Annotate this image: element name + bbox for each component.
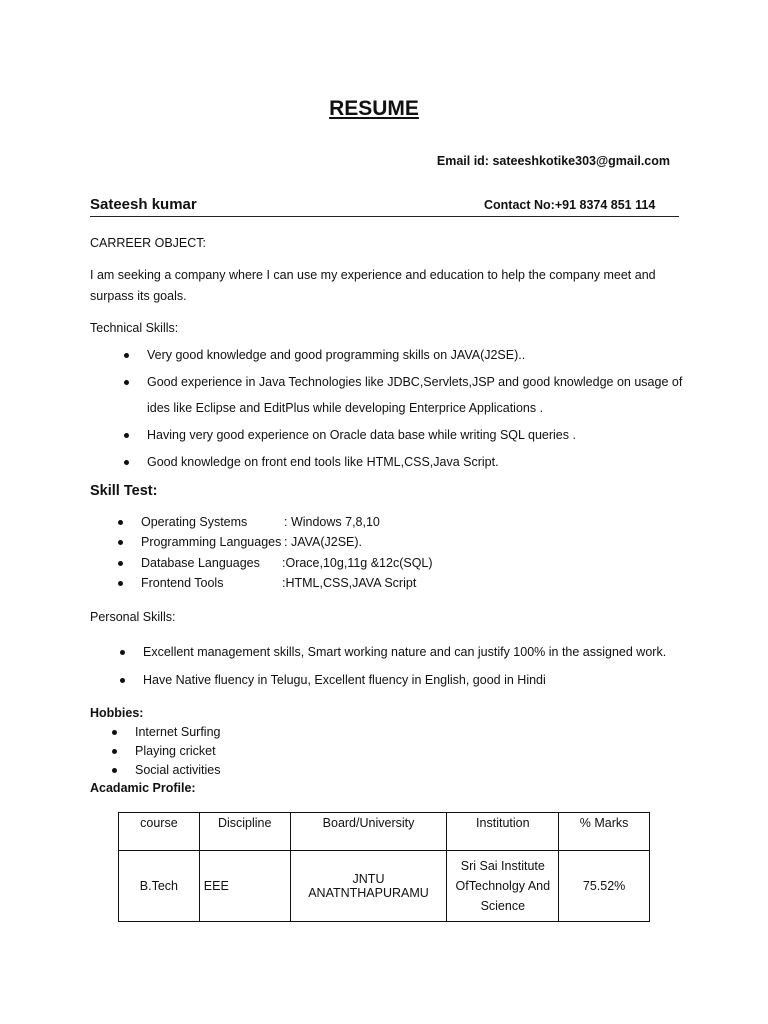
hobby-item: Social activities [135,763,221,777]
cell-institution-line: Science [480,899,526,913]
cell-institution-line: Sri Sai Institute [460,859,545,873]
academic-heading: Acadamic Profile: [90,781,196,795]
cell-board-line: ANATNTHAPURAMU [308,886,429,900]
column-header-institution: Institution [447,813,559,851]
hobby-item: Internet Surfing [135,725,221,739]
technical-item: Having very good experience on Oracle data base while writing SQL queries . [147,428,576,442]
technical-item-continuation: ides like Eclipse and EditPlus while developing Enterprice Applications . [147,401,544,415]
skill-value: : JAVA(J2SE). [284,535,363,549]
table-header-row [119,813,650,851]
skill-label: Frontend Tools [141,576,224,590]
personal-item: Have Native fluency in Telugu, Excellent fluency in English, good in Hindi [143,673,546,687]
skill-label: Operating Systems [141,515,248,529]
cell-board-line: JNTU [352,872,385,886]
table-row [119,851,650,922]
personal-item: Excellent management skills, Smart working nature and can justify 100% in the assigned work. [143,645,667,659]
contact-number: Contact No:+91 8374 851 114 [484,198,656,212]
personal-heading: Personal Skills: [90,610,176,624]
document-title: RESUME [329,97,419,120]
bullet-icon [112,768,117,773]
column-header-course: course [119,813,200,851]
career-heading: CARREER OBJECT: [90,236,206,250]
bullet-icon [118,581,123,586]
skill-label: Programming Languages [141,535,282,549]
technical-item: Good experience in Java Technologies like JDBC,Servlets,JSP and good knowledge on usage of [147,375,683,389]
technical-item: Very good knowledge and good programming skills on JAVA(J2SE).. [147,348,526,362]
skill-value: : Windows 7,8,10 [284,515,380,529]
skill-value: :Orace,10g,11g &12c(SQL) [282,556,433,570]
bullet-icon [118,561,123,566]
hobbies-heading: Hobbies: [90,706,144,720]
column-header-marks: % Marks [559,813,650,851]
technical-item: Good knowledge on front end tools like HTML,CSS,Java Script. [147,455,499,469]
bullet-icon [124,433,129,438]
hobby-item: Playing cricket [135,744,216,758]
bullet-icon [112,730,117,735]
bullet-icon [124,460,129,465]
cell-course: B.Tech [119,851,200,922]
bullet-icon [118,520,123,525]
career-text: I am seeking a company where I can use my experience and education to help the company meet and surpass its goals. [90,268,656,303]
column-header-discipline: Discipline [199,813,290,851]
cell-marks: 75.52% [559,851,650,922]
technical-heading: Technical Skills: [90,321,179,335]
bullet-icon [120,678,125,683]
column-header-board: Board/University [290,813,447,851]
academic-table [118,812,650,922]
cell-discipline: EEE [199,851,290,922]
bullet-icon [124,380,129,385]
bullet-icon [120,650,125,655]
cell-institution-line: OfTechnolgy And [455,879,551,893]
skill-value: :HTML,CSS,JAVA Script [282,576,417,590]
cell-institution [447,851,559,922]
bullet-icon [118,540,123,545]
cell-board [290,851,447,922]
email-line: Email id: sateeshkotike303@gmail.com [436,154,670,168]
skill-label: Database Languages [141,556,260,570]
candidate-name: Sateesh kumar [90,196,197,213]
skill-test-heading: Skill Test: [90,483,158,499]
bullet-icon [124,353,129,358]
bullet-icon [112,749,117,754]
header-divider [90,216,679,217]
